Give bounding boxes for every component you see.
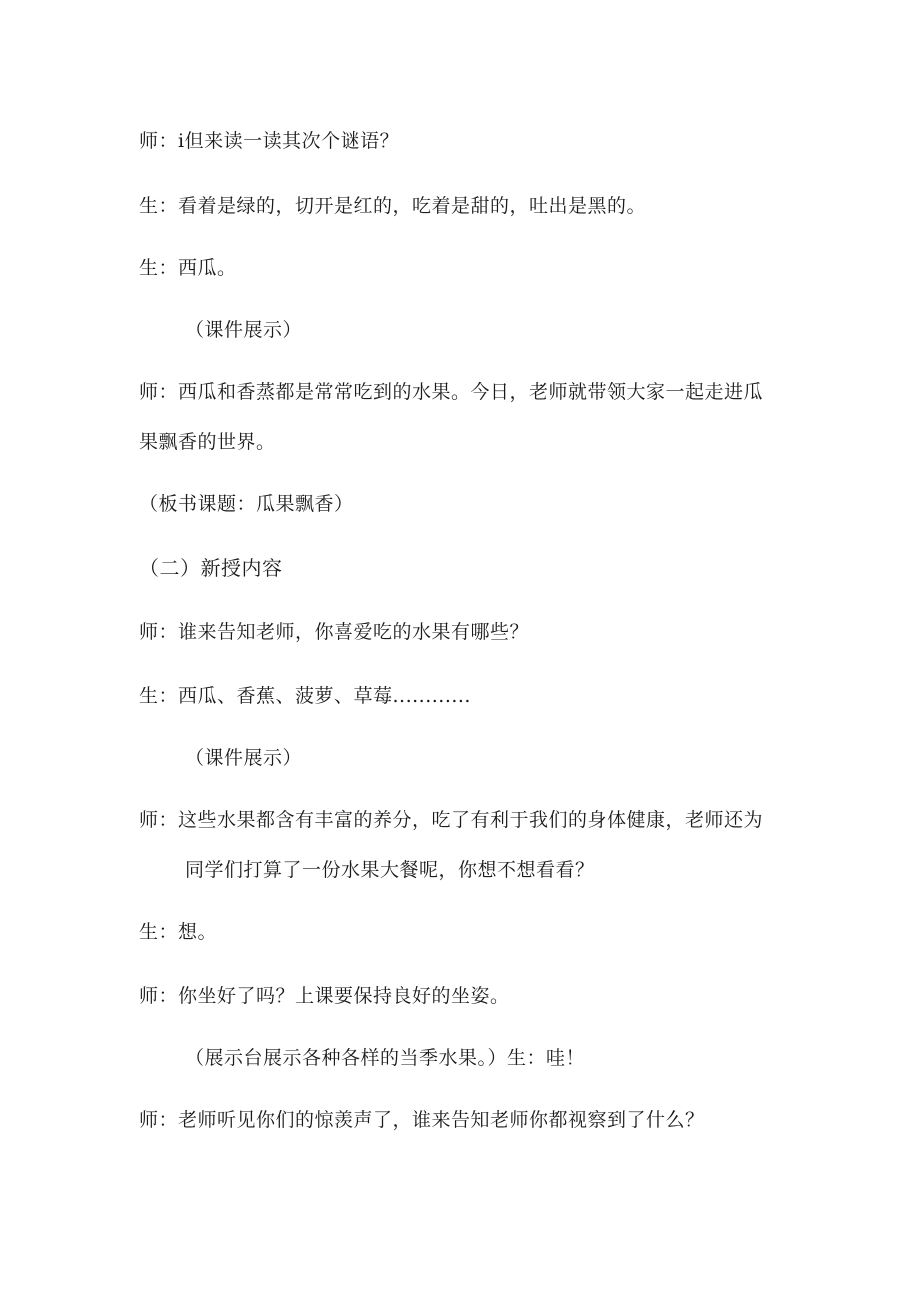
dialogue-line: 生：西瓜。 bbox=[139, 257, 237, 279]
dialogue-line: 师：i但来读一读其次个谜语？ bbox=[139, 130, 400, 152]
dialogue-line: 师：西瓜和香蒸都是常常吃到的水果。今日，老师就带领大家一起走进瓜 bbox=[139, 381, 764, 403]
stage-note: （课件展示） bbox=[185, 319, 303, 341]
dialogue-line: 生：想。 bbox=[139, 921, 218, 943]
section-heading: （二）新授内容 bbox=[139, 556, 283, 580]
dialogue-line-continuation: 果飘香的世界。 bbox=[139, 431, 276, 453]
dialogue-line: 生：西瓜、香蕉、菠萝、草莓............ bbox=[139, 685, 471, 707]
dialogue-line: 师：老师听见你们的惊羡声了，谁来告知老师你都视察到了什么？ bbox=[139, 1109, 705, 1131]
stage-note: （课件展示） bbox=[185, 747, 303, 769]
dialogue-line: 师：这些水果都含有丰富的养分，吃了有利于我们的身体健康，老师还为 bbox=[139, 809, 764, 831]
stage-note: （展示台展示各种各样的当季水果。）生：哇！ bbox=[185, 1047, 586, 1069]
dialogue-line: 生：看着是绿的，切开是红的，吃着是甜的，吐出是黑的。 bbox=[139, 195, 647, 217]
blackboard-note: （板书课题：瓜果飘香） bbox=[139, 493, 354, 515]
dialogue-line-continuation: 同学们打算了一份水果大餐呢，你想不想看看？ bbox=[185, 859, 595, 881]
dialogue-line: 师：谁来告知老师，你喜爱吃的水果有哪些？ bbox=[139, 621, 530, 643]
dialogue-line: 师：你坐好了吗？上课要保持良好的坐姿。 bbox=[139, 985, 510, 1007]
